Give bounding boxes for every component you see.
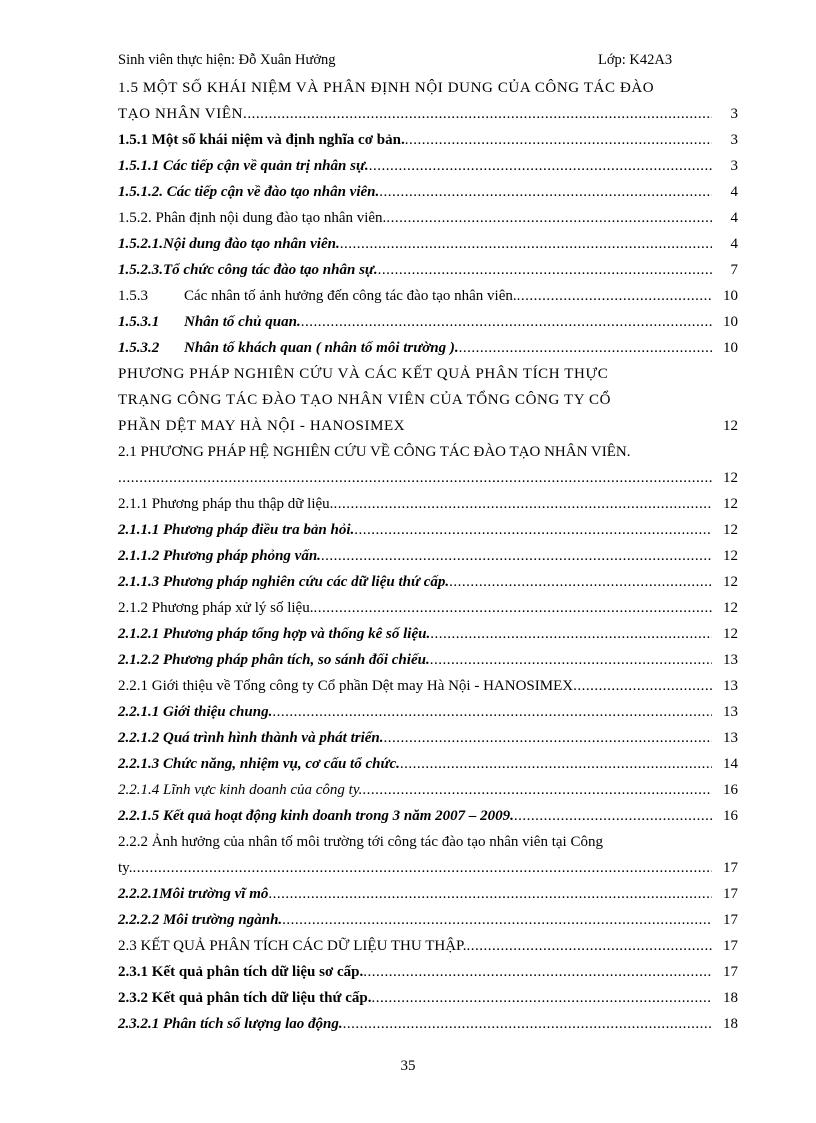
toc-entry-title: Các nhân tố ảnh hưởng đến công tác đào tạo nhân viên. bbox=[184, 288, 517, 304]
leader-dots bbox=[514, 803, 712, 829]
toc-entry-page: 12 bbox=[723, 418, 738, 434]
leader-dots bbox=[340, 231, 712, 257]
toc-entry-title: Nhân tố khách quan ( nhân tố môi trường ). bbox=[184, 340, 459, 356]
toc-entry-number: 1.5.3.1 bbox=[118, 314, 160, 330]
toc-entry-title: 2.2.1.2 Quá trình hình thành và phát triển. bbox=[118, 730, 384, 746]
toc-entry-title: 2.1 PHƯƠNG PHÁP HỆ NGHIÊN CỨU VỀ CÔNG TÁC ĐÀO TẠO NHÂN VIÊN. bbox=[118, 444, 631, 460]
toc-entry bbox=[118, 205, 738, 231]
leader-dots bbox=[459, 335, 712, 361]
toc-entry-page: 12 bbox=[723, 574, 738, 590]
leader-dots bbox=[384, 725, 712, 751]
toc-entry-page: 17 bbox=[723, 860, 738, 876]
leader-dots bbox=[132, 855, 712, 881]
toc-entry-page: 12 bbox=[723, 548, 738, 564]
toc-entry-title: 2.2.1.1 Giới thiệu chung. bbox=[118, 704, 273, 720]
toc-entry-page: 12 bbox=[723, 522, 738, 538]
toc-entry-title: 1.5.2.3.Tổ chức công tác đào tạo nhân sự. bbox=[118, 262, 378, 278]
toc-entry bbox=[118, 803, 738, 829]
toc-entry-page: 12 bbox=[723, 496, 738, 512]
toc-entry-title: 2.2.2.2 Môi trường ngành. bbox=[118, 912, 283, 928]
toc-entry bbox=[118, 517, 738, 543]
toc-entry-title: 2.3.1 Kết quả phân tích dữ liệu sơ cấp. bbox=[118, 964, 364, 980]
toc-entry-page: 14 bbox=[723, 756, 738, 772]
toc-entry-page: 17 bbox=[723, 886, 738, 902]
leader-dots bbox=[369, 153, 712, 179]
toc-entry bbox=[118, 231, 738, 257]
leader-dots bbox=[371, 985, 712, 1011]
toc-entry-title: 2.1.1.2 Phương pháp phỏng vấn. bbox=[118, 548, 321, 564]
leader-dots bbox=[362, 777, 712, 803]
toc-entry-title-cont: ty. bbox=[118, 860, 133, 876]
toc-entry bbox=[118, 621, 738, 647]
toc-entry-title-cont: TẠO NHÂN VIÊN. bbox=[118, 106, 248, 122]
toc-entry-title: 1.5 MỘT SỐ KHÁI NIỆM VÀ PHÂN ĐỊNH NỘI DUNG CỦA CÔNG TÁC ĐÀO bbox=[118, 80, 655, 96]
toc-entry-number: 1.5.3.2 bbox=[118, 340, 160, 356]
toc-entry-title: Nhân tố chủ quan. bbox=[184, 314, 301, 330]
toc-entry-page: 17 bbox=[723, 938, 738, 954]
toc-entry-title: 2.3 KẾT QUẢ PHÂN TÍCH CÁC DỮ LIỆU THU THẬP. bbox=[118, 938, 467, 954]
leader-dots bbox=[301, 309, 712, 335]
toc-entry bbox=[118, 569, 738, 595]
toc-entry bbox=[118, 673, 738, 699]
toc-entry bbox=[118, 933, 738, 959]
toc-entry-title-cont: PHẦN DỆT MAY HÀ NỘI - HANOSIMEX bbox=[118, 418, 406, 434]
toc-entry-page: 3 bbox=[730, 106, 738, 122]
toc-entry-title: 2.2.1.3 Chức năng, nhiệm vụ, cơ cấu tổ chức. bbox=[118, 756, 400, 772]
toc-entry bbox=[118, 75, 738, 127]
toc-entry bbox=[118, 335, 738, 361]
leader-dots bbox=[282, 907, 712, 933]
leader-dots bbox=[321, 543, 712, 569]
toc-entry bbox=[118, 777, 738, 803]
leader-dots bbox=[272, 699, 712, 725]
toc-entry-page: 17 bbox=[723, 964, 738, 980]
toc-entry-page: 12 bbox=[723, 600, 738, 616]
toc-entry bbox=[118, 257, 738, 283]
toc-entry-page: 17 bbox=[723, 912, 738, 928]
toc-entry-title: 1.5.1 Một số khái niệm và định nghĩa cơ bản. bbox=[118, 132, 405, 148]
toc-entry bbox=[118, 907, 738, 933]
toc-entry-page: 3 bbox=[730, 132, 738, 148]
leader-dots bbox=[400, 751, 712, 777]
toc-entry bbox=[118, 1011, 738, 1037]
leader-dots bbox=[386, 205, 712, 231]
student-name: Sinh viên thực hiện: Đỗ Xuân Hưởng bbox=[118, 52, 336, 68]
leader-dots bbox=[379, 179, 712, 205]
toc-entry bbox=[118, 959, 738, 985]
toc-entry-title: 2.1.1.1 Phương pháp điều tra bản hỏi. bbox=[118, 522, 355, 538]
toc-entry-page: 18 bbox=[723, 1016, 738, 1032]
toc-entry-page: 10 bbox=[723, 340, 738, 356]
toc-entry-page: 18 bbox=[723, 990, 738, 1006]
toc-entry-title: 2.1.2 Phương pháp xử lý số liệu. bbox=[118, 600, 314, 616]
leader-dots bbox=[430, 647, 712, 673]
toc-entry-title: 1.5.1.2. Các tiếp cận về đào tạo nhân viên. bbox=[118, 184, 380, 200]
toc-entry bbox=[118, 881, 738, 907]
toc-entry bbox=[118, 439, 738, 491]
toc-entry bbox=[118, 179, 738, 205]
toc-entry-title: 2.2.1 Giới thiệu về Tổng công ty Cổ phần Dệt may Hà Nội - HANOSIMEX bbox=[118, 678, 574, 694]
toc-entry bbox=[118, 283, 738, 309]
toc-entry-title: 2.2.1.4 Lĩnh vực kinh doanh của công ty. bbox=[118, 782, 363, 798]
toc-entry-title: 2.3.2.1 Phân tích số lượng lao động. bbox=[118, 1016, 343, 1032]
toc-entry bbox=[118, 361, 738, 439]
toc-entry-title: 2.1.2.1 Phương pháp tổng hợp và thống kê số liệu. bbox=[118, 626, 431, 642]
toc-entry bbox=[118, 751, 738, 777]
leader-dots bbox=[247, 101, 712, 127]
leader-dots bbox=[517, 283, 712, 309]
toc-entry bbox=[118, 491, 738, 517]
leader-dots bbox=[333, 491, 712, 517]
toc-entry-title: 2.1.2.2 Phương pháp phân tích, so sánh đối chiếu. bbox=[118, 652, 430, 668]
leader-dots bbox=[313, 595, 712, 621]
toc-entry-title: 1.5.1.1 Các tiếp cận về quản trị nhân sự. bbox=[118, 158, 369, 174]
leader-dots bbox=[343, 1011, 712, 1037]
toc-entry bbox=[118, 647, 738, 673]
toc-entry-page: 12 bbox=[723, 470, 738, 486]
leader-dots bbox=[363, 959, 712, 985]
toc-entry bbox=[118, 725, 738, 751]
page-number: 35 bbox=[400, 1058, 416, 1074]
toc-entry-title: 1.5.2.1.Nội dung đào tạo nhân viên. bbox=[118, 236, 340, 252]
toc-entry-title: 1.5.2. Phân định nội dung đào tạo nhân viên. bbox=[118, 210, 387, 226]
leader-dots bbox=[573, 673, 712, 699]
toc-entry-page: 7 bbox=[730, 262, 738, 278]
toc-entry bbox=[118, 595, 738, 621]
toc-entry-title: PHƯƠNG PHÁP NGHIÊN CỨU VÀ CÁC KẾT QUẢ PHÂN TÍCH THỰC bbox=[118, 366, 609, 382]
toc-entry bbox=[118, 153, 738, 179]
toc-entry bbox=[118, 309, 738, 335]
toc-entry-page: 3 bbox=[730, 158, 738, 174]
leader-dots bbox=[405, 127, 712, 153]
toc-entry-title: 2.1.1.3 Phương pháp nghiên cứu các dữ liệu thứ cấp. bbox=[118, 574, 450, 590]
toc-entry-page: 10 bbox=[723, 288, 738, 304]
toc-entry-title: 2.2.1.5 Kết quả hoạt động kinh doanh trong 3 năm 2007 – 2009. bbox=[118, 808, 514, 824]
toc-entry-page: 13 bbox=[723, 730, 738, 746]
leader-dots bbox=[118, 465, 712, 491]
toc-entry-title: 2.2.2.1Môi trường vĩ mô bbox=[118, 886, 269, 902]
toc-entry bbox=[118, 699, 738, 725]
leader-dots bbox=[354, 517, 712, 543]
toc-entry-page: 16 bbox=[723, 782, 738, 798]
toc-entry-title: 2.1.1 Phương pháp thu thập dữ liệu. bbox=[118, 496, 334, 512]
leader-dots bbox=[378, 257, 712, 283]
toc-entry bbox=[118, 127, 738, 153]
leader-dots bbox=[268, 881, 712, 907]
toc-entry bbox=[118, 829, 738, 881]
toc-entry-title-cont: TRẠNG CÔNG TÁC ĐÀO TẠO NHÂN VIÊN CỦA TỔNG CÔNG TY CỔ bbox=[118, 392, 612, 408]
leader-dots bbox=[466, 933, 712, 959]
toc-entry-page: 13 bbox=[723, 652, 738, 668]
toc-entry-title: 2.2.2 Ảnh hưởng của nhân tố môi trường tới công tác đào tạo nhân viên tại Công bbox=[118, 834, 603, 850]
toc-entry bbox=[118, 985, 738, 1011]
toc-entry-page: 16 bbox=[723, 808, 738, 824]
leader-dots bbox=[449, 569, 712, 595]
toc-entry-number: 1.5.3 bbox=[118, 288, 148, 304]
toc-entry-page: 13 bbox=[723, 704, 738, 720]
toc-entry bbox=[118, 543, 738, 569]
leader-dots bbox=[430, 621, 712, 647]
toc-entry-title: 2.3.2 Kết quả phân tích dữ liệu thứ cấp. bbox=[118, 990, 372, 1006]
class-label: Lớp: K42A3 bbox=[598, 52, 673, 68]
toc-entry-page: 4 bbox=[730, 210, 738, 226]
toc-entry-page: 12 bbox=[723, 626, 738, 642]
table-of-contents bbox=[118, 75, 738, 1037]
toc-entry-page: 13 bbox=[723, 678, 738, 694]
page-header bbox=[118, 52, 738, 72]
toc-entry-page: 4 bbox=[730, 236, 738, 252]
toc-entry-page: 4 bbox=[730, 184, 738, 200]
toc-entry-page: 10 bbox=[723, 314, 738, 330]
